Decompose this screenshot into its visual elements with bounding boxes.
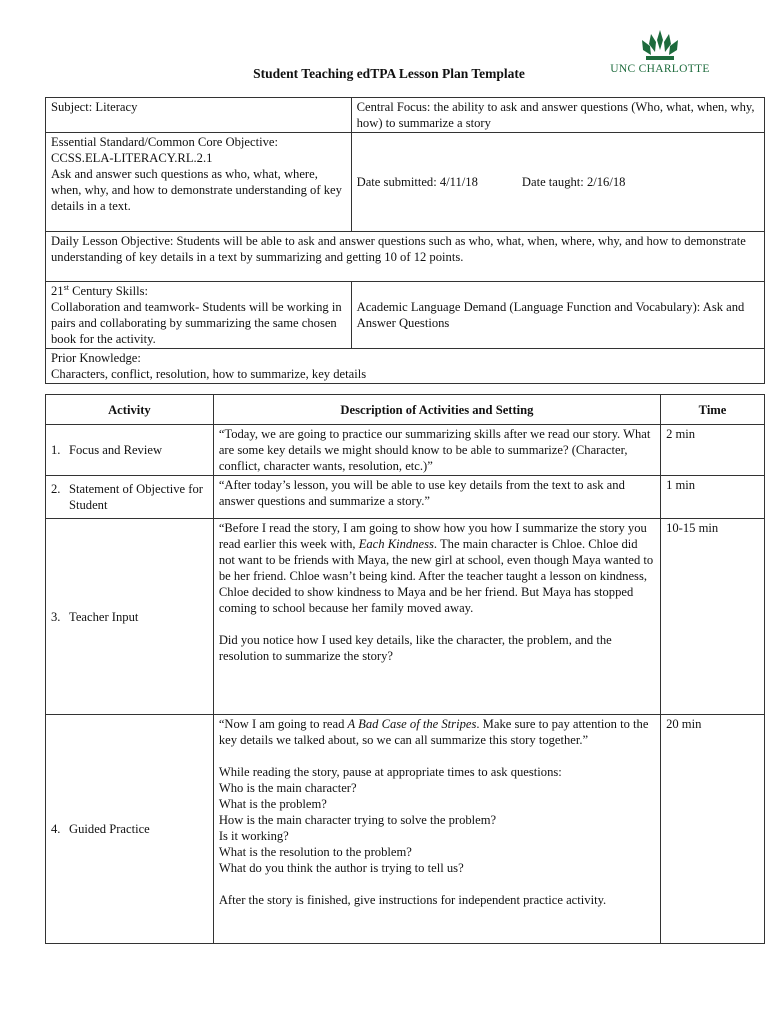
daily-objective-text: Daily Lesson Objective: Students will be able to ask and answer questions such as who, what, when, where, why, and how to demonstrate understanding of key details in a text by summarizing and getting 10 of 12 points. xyxy=(51,234,746,264)
description-cell: “After today’s lesson, you will be able to use key details from the text to ask and answer questions and summarize a story.” xyxy=(213,476,660,519)
description-header: Description of Activities and Setting xyxy=(213,395,660,425)
description-cell: “Today, we are going to practice our summarizing skills after we read our story. What are some key details we might should know to be able to summarize? (Character, conflict, character wants, resolution, etc.)” xyxy=(213,425,660,476)
standard-cell xyxy=(46,133,352,232)
guided-practice-intro: While reading the story, pause at appropriate times to ask questions: xyxy=(218,765,562,779)
activity-name: Guided Practice xyxy=(69,822,150,836)
question-item: What is the problem? xyxy=(218,797,327,811)
time-cell: 10-15 min xyxy=(661,519,765,715)
description-cell xyxy=(213,715,660,944)
subject-cell xyxy=(46,98,352,133)
academic-language-text: Academic Language Demand (Language Function and Vocabulary): Ask and Answer Questions xyxy=(356,300,745,330)
date-submitted: Date submitted: 4/11/18 xyxy=(356,175,478,189)
guided-practice-paragraph: “Now I am going to read A Bad Case of the Stripes. Make sure to pay attention to the key details we talked about, so we can all summarize this story together.” xyxy=(218,717,649,747)
book-title: A Bad Case of the Stripes xyxy=(347,717,477,731)
table-row xyxy=(46,476,765,519)
activity-number: 2. xyxy=(51,482,61,496)
prior-knowledge-text: Characters, conflict, resolution, how to summarize, key details xyxy=(51,367,367,381)
standard-code: CCSS.ELA-LITERACY.RL.2.1 xyxy=(51,151,213,165)
lesson-info-table xyxy=(45,97,765,384)
question-item: How is the main character trying to solve the problem? xyxy=(218,813,497,827)
guided-practice-closing: After the story is finished, give instructions for independent practice activity. xyxy=(218,893,607,907)
activity-name: Statement of Objective for Student xyxy=(69,482,203,512)
question-item: What do you think the author is trying to tell us? xyxy=(218,861,464,875)
activity-name: Focus and Review xyxy=(69,443,163,457)
standard-text: Ask and answer such questions as who, what, where, when, why, and how to demonstrate understanding of key details in a text. xyxy=(51,167,342,213)
question-item: Is it working? xyxy=(218,829,289,843)
activity-cell xyxy=(46,476,214,519)
standard-heading: Essential Standard/Common Core Objective: xyxy=(51,135,278,149)
academic-language-cell xyxy=(351,282,764,349)
page-title: Student Teaching edTPA Lesson Plan Template xyxy=(253,66,525,81)
time-cell: 1 min xyxy=(661,476,765,519)
prior-knowledge-label: Prior Knowledge: xyxy=(51,351,141,365)
activity-number: 3. xyxy=(51,609,61,624)
activity-name: Teacher Input xyxy=(69,609,139,624)
question-item: What is the resolution to the problem? xyxy=(218,845,412,859)
skills-cell xyxy=(46,282,352,349)
skills-heading: 21st Century Skills: xyxy=(51,282,149,298)
table-row xyxy=(46,519,765,715)
activities-header-row xyxy=(46,395,765,425)
table-row xyxy=(46,425,765,476)
subject-text: Subject: Literacy xyxy=(51,100,138,114)
time-header: Time xyxy=(661,395,765,425)
crown-logo-icon xyxy=(637,28,683,62)
prior-knowledge-cell xyxy=(46,349,765,384)
activity-number: 4. xyxy=(51,822,61,836)
date-taught: Date taught: 2/16/18 xyxy=(521,175,626,189)
central-focus-text: Central Focus: the ability to ask and answer questions (Who, what, when, why, how) to summarize a story xyxy=(356,100,755,130)
teacher-input-paragraph: “Before I read the story, I am going to show how you how I summarize the story you read earlier this week with, Each Kindness. The main character is Chloe. Chloe did not want to be friends with Maya, the new girl at school, even though Maya wanted to be her friend. Chloe wasn’t being kind. After the teacher taught a lesson on kindness, Chloe decided to show kindness to Maya and be her friend. But Maya has stopped coming to school because her family moved away. xyxy=(218,521,654,615)
description-cell xyxy=(213,519,660,715)
teacher-input-question: Did you notice how I used key details, like the character, the problem, and the resolution to summarize the story? xyxy=(218,633,612,663)
activity-number: 1. xyxy=(51,443,61,457)
question-item: Who is the main character? xyxy=(218,781,357,795)
activity-header: Activity xyxy=(46,395,214,425)
daily-objective-cell xyxy=(46,232,765,282)
central-focus-cell xyxy=(351,98,764,133)
skills-text: Collaboration and teamwork- Students will be working in pairs and collaborating by summarizing the same chosen book for the activity. xyxy=(51,300,342,346)
time-cell: 2 min xyxy=(661,425,765,476)
book-title: Each Kindness xyxy=(358,537,434,551)
activity-cell xyxy=(46,519,214,715)
logo-text: UNC CHARLOTTE xyxy=(610,63,710,75)
activity-cell xyxy=(46,715,214,944)
dates-cell xyxy=(351,133,764,232)
activity-cell xyxy=(46,425,214,476)
time-cell: 20 min xyxy=(661,715,765,944)
table-row xyxy=(46,715,765,944)
activities-table xyxy=(45,394,765,944)
